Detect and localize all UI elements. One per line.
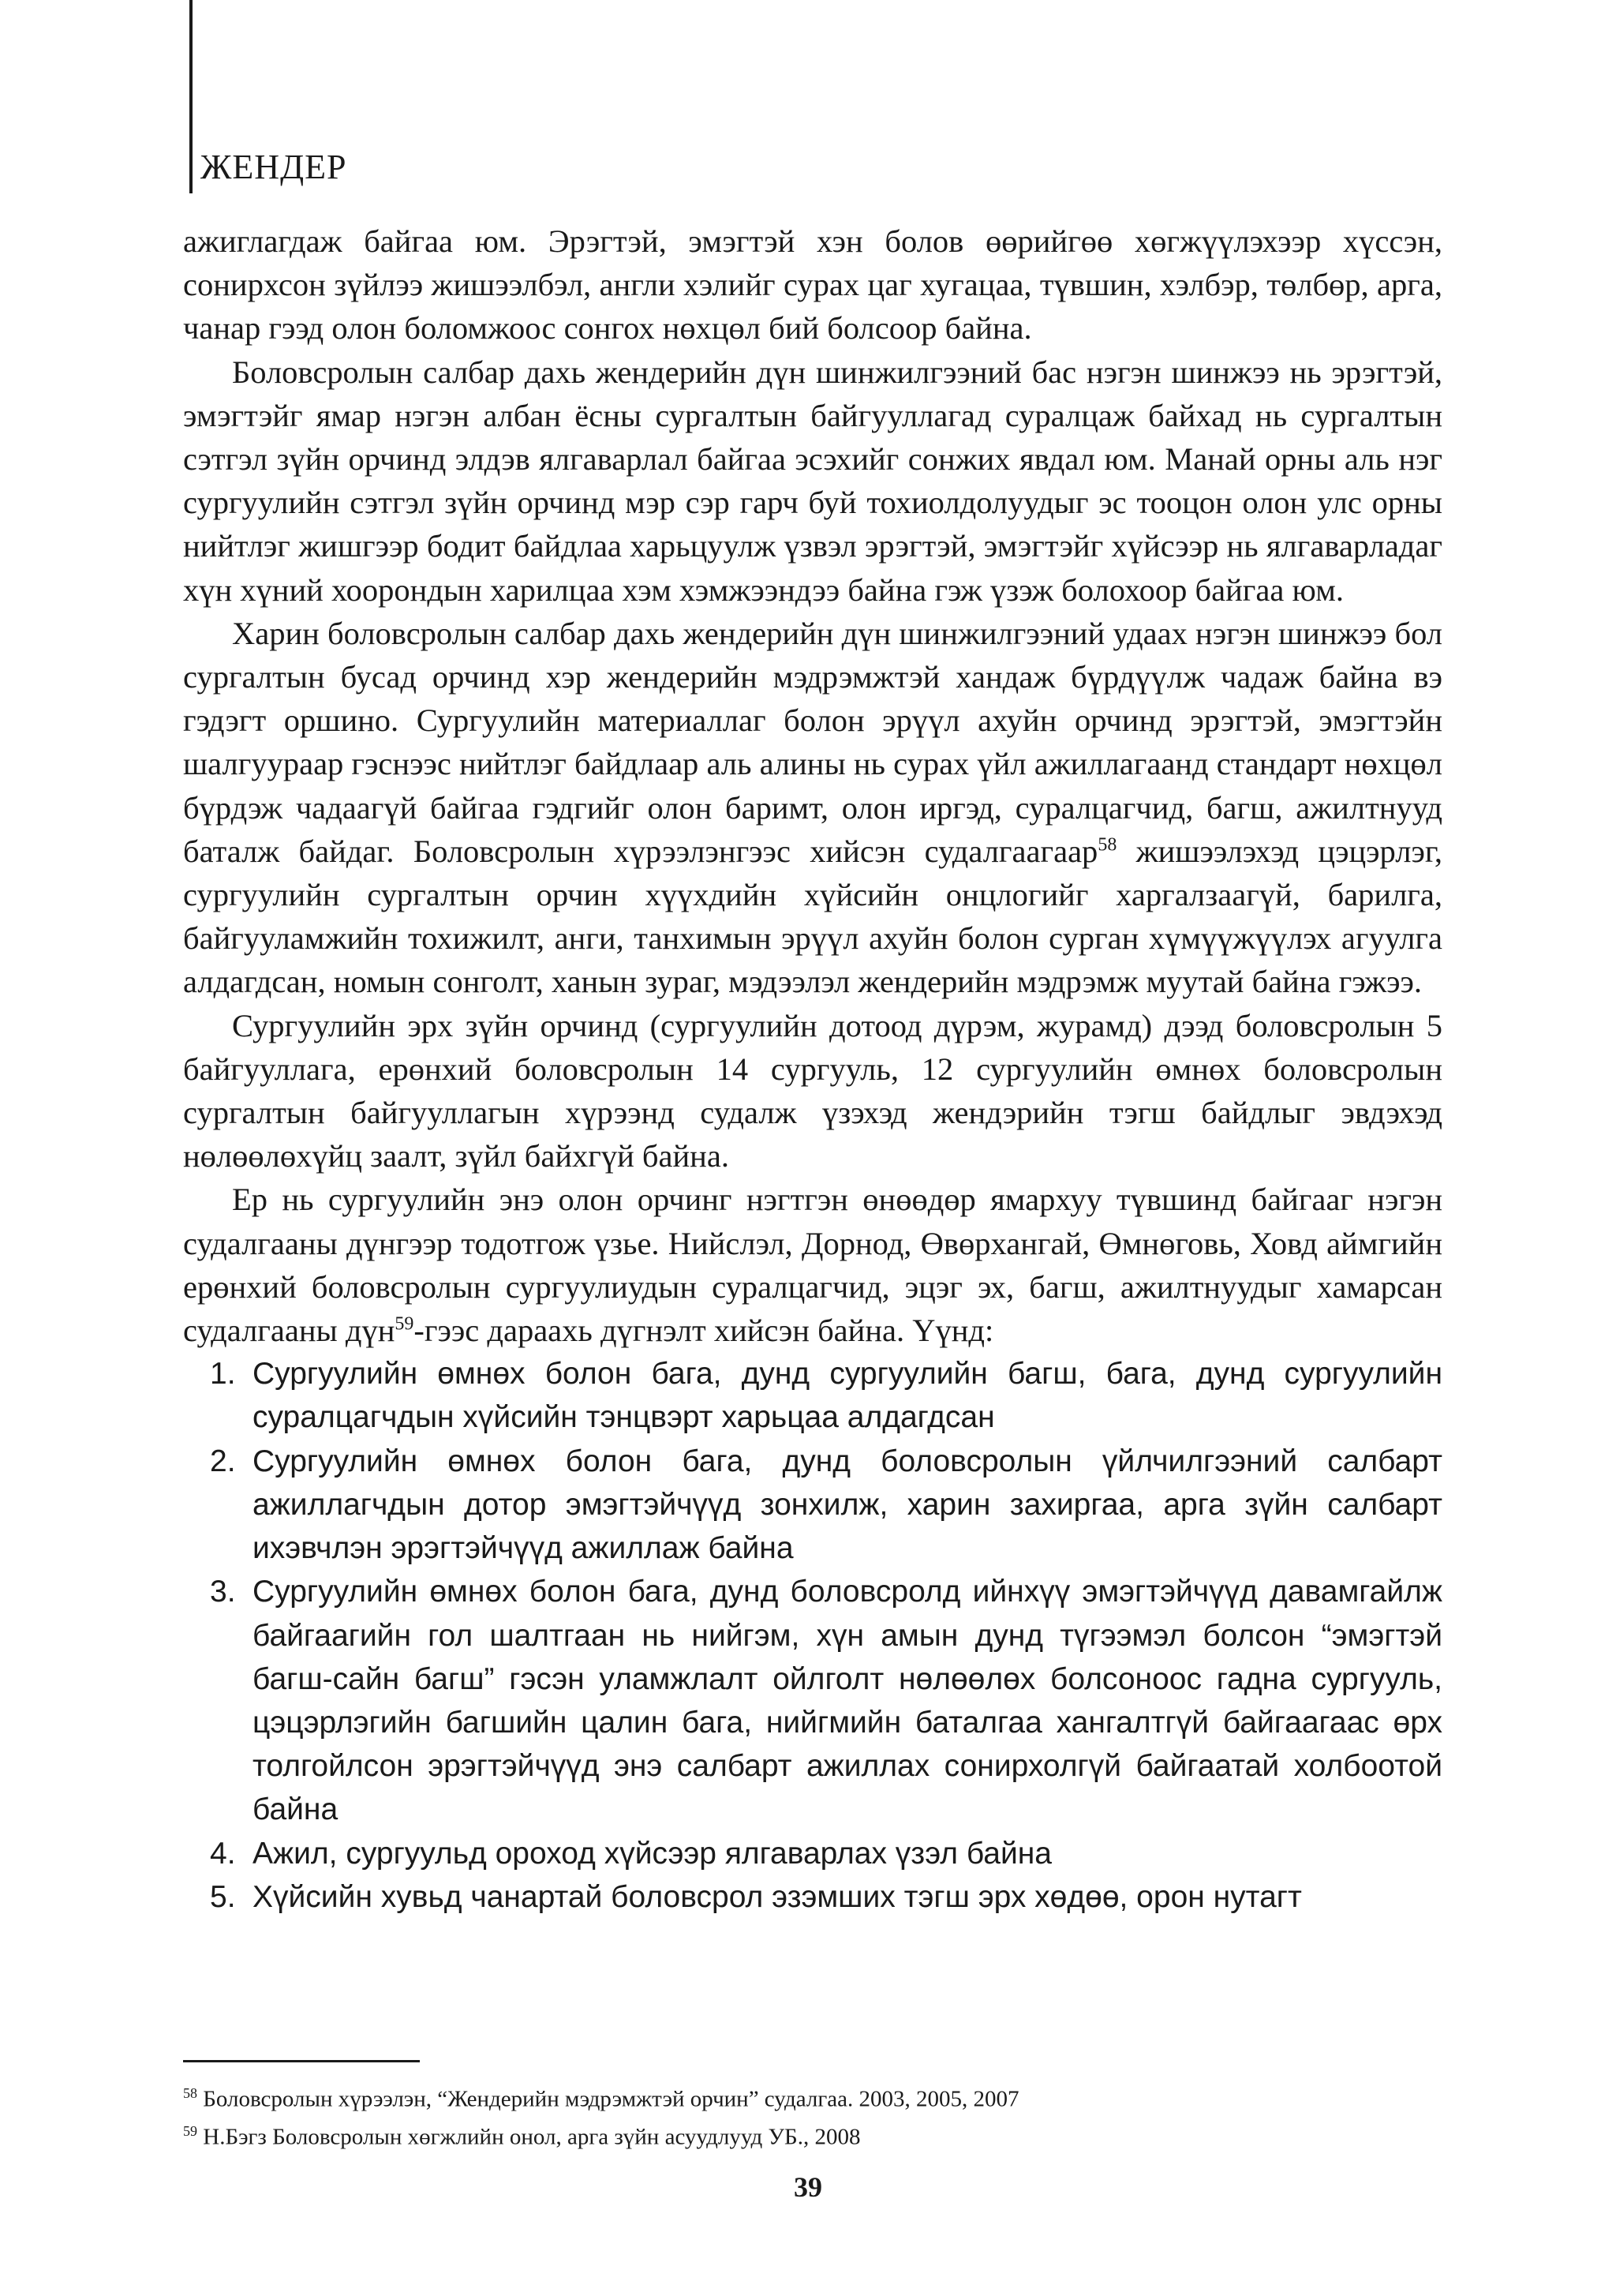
conclusions-list xyxy=(183,1352,1442,1919)
footnote-mark: 58 xyxy=(183,2085,197,2101)
page-number: 39 xyxy=(794,2171,822,2203)
list-item xyxy=(210,1832,1442,1875)
paragraph-3-part-2: жишээлэхэд цэцэрлэг, сургуулийн сургалтын орчин хүүхдийн хүйсийн онцлогийг харгалзаагүй, барилга, байгууламжийн тохижилт, анги, танхимын эрүүл ахуйн болон сурган хүмүүжүүлэх агуулга алдагдсан, номын сонголт, ханын зураг, мэдээлэл жендерийн мэдрэмж муутай байна гэжээ. xyxy=(183,833,1442,1000)
margin-rule xyxy=(189,0,193,193)
list-item xyxy=(210,1440,1442,1571)
paragraph-5-part-1: Ер нь сургуулийн энэ олон орчинг нэгтгэн өнөөдөр ямархуу түвшинд байгааг нэгэн судалгааны дүнгээр тодотгож үзье. Нийслэл, Дорнод, Өвөрхангай, Өмнөговь, Ховд аймгийн ерөнхий боловсролын сургуулиудын суралцагчид, эцэг эх, багш, ажилтнуудыг хамарсан судалгааны дүн xyxy=(183,1182,1442,1349)
footnote-mark: 59 xyxy=(183,2122,197,2139)
paragraph-1: ажиглагдаж байгаа юм. Эрэгтэй, эмэгтэй хэн болов өөрийгөө хөгжүүлэхээр хүссэн, сонирхсон зүйлээ жишээлбэл, англи хэлийг сурах цаг хугацаа, түвшин, хэлбэр, төлбөр, арга, чанар гээд олон боломжоос сонгох нөхцөл бий болсоор байна. xyxy=(183,223,1442,346)
paragraph-3-part-1: Харин боловсролын салбар дахь жендерийн дүн шинжилгээний удаах нэгэн шинжээ бол сургалтын бусад орчинд хэр жендерийн мэдрэмжтэй хандаж бүрдүүлж чадаж байна вэ гэдэгт оршино. Сургуулийн материаллаг болон эрүүл ахуйн орчинд эрэгтэй, эмэгтэйн шалгуураар гэснээс нийтлэг байдлаар аль алины нь сурах үйл ажиллагаанд стандарт нөхцөл бүрдэж чадаагүй байгаа гэдгийг олон баримт, олон иргэд, суралцагчид, багш, ажилтнууд баталж байдаг. Боловсролын хүрээлэнгээс хийсэн судалгаагаар xyxy=(183,615,1442,869)
paragraph-5 xyxy=(183,1178,1442,1352)
list-number: 2. xyxy=(210,1444,236,1478)
list-item xyxy=(210,1352,1442,1439)
list-item xyxy=(210,1570,1442,1831)
paragraph-3 xyxy=(183,612,1442,1004)
list-number: 5. xyxy=(210,1879,236,1914)
list-number: 3. xyxy=(210,1575,236,1609)
list-number: 1. xyxy=(210,1357,236,1391)
footnote-divider xyxy=(183,2060,420,2062)
footnote-ref-58: 58 xyxy=(1098,834,1117,856)
footnote-59 xyxy=(183,2115,1446,2153)
list-text: Сургуулийн өмнөх болон бага, дунд сургуулийн багш, бага, дунд сургуулийн суралцагчдын хүйсийн тэнцвэрт харьцаа алдагдсан xyxy=(252,1357,1442,1435)
list-number: 4. xyxy=(210,1836,236,1871)
footnotes xyxy=(183,2077,1446,2152)
running-header: ЖЕНДЕР xyxy=(200,148,347,186)
paragraph-4: Сургуулийн эрх зүйн орчинд (сургуулийн дотоод дүрэм, журамд) дээд боловсролын 5 байгууллага, ерөнхий боловсролын 14 сургууль, 12 сургуулийн өмнөх боловсролын сургалтын байгууллагын хүрээнд судалж үзэхэд жендэрийн тэгш байдлыг эвдэхэд нөлөөлөхүйц заалт, зүйл байхгүй байна. xyxy=(183,1007,1442,1174)
list-item xyxy=(210,1875,1442,1919)
paragraph-5-part-2: -гээс дараахь дүгнэлт хийсэн байна. Үүнд: xyxy=(413,1313,994,1349)
footnote-ref-59: 59 xyxy=(395,1313,414,1335)
list-text: Ажил, сургуульд ороход хүйсээр ялгаварлах үзэл байна xyxy=(252,1836,1052,1871)
footnote-58 xyxy=(183,2077,1446,2115)
paragraph-2: Боловсролын салбар дахь жендерийн дүн шинжилгээний бас нэгэн шинжээ нь эрэгтэй, эмэгтэйг ямар нэгэн албан ёсны сургалтын байгууллагад суралцаж байхад нь сургалтын сэтгэл зүйн орчинд элдэв ялгаварлал байгаа эсэхийг сонжих явдал юм. Манай орны аль нэг сургуулийн сэтгэл зүйн орчинд мэр сэр гарч буй тохиолдолуудыг эс тооцон олон улс орны нийтлэг жишгээр бодит байдлаа харьцуулж үзвэл эрэгтэй, эмэгтэйг хүйсээр нь ялгаварладаг хүн хүний хоорондын харилцаа хэм хэмжээндээ байна гэж үзэж болохоор байгаа юм. xyxy=(183,354,1442,608)
list-text: Сургуулийн өмнөх болон бага, дунд боловсролын үйлчилгээний салбарт ажиллагчдын дотор эмэгтэйчүүд зонхилж, харин захиргаа, арга зүйн салбарт ихэвчлэн эрэгтэйчүүд ажиллаж байна xyxy=(252,1444,1442,1566)
footnote-text: Н.Бэгз Боловсролын хөгжлийн онол, арга зүйн асуудлууд УБ., 2008 xyxy=(197,2124,861,2150)
footnote-text: Боловсролын хүрээлэн, “Жендерийн мэдрэмжтэй орчин” судалгаа. 2003, 2005, 2007 xyxy=(197,2086,1019,2112)
list-text: Хүйсийн хувьд чанартай боловсрол эзэмших тэгш эрх хөдөө, орон нутагт xyxy=(252,1879,1302,1914)
page-body xyxy=(183,219,1442,1919)
list-text: Сургуулийн өмнөх болон бага, дунд боловсролд ийнхүү эмэгтэйчүүд давамгайлж байгаагийн гол шалтгаан нь нийгэм, хүн амын дунд түгээмэл болсон “эмэгтэй багш-сайн багш” гэсэн уламжлалт ойлголт нөлөөлөх болсоноос гадна сургууль, цэцэрлэгийн багшийн цалин бага, нийгмийн баталгаа хангалтгүй байгаагаас өрх толгойлсон эрэгтэйчүүд энэ салбарт ажиллах сонирхолгүй байгаатай холбоотой байна xyxy=(252,1575,1442,1827)
